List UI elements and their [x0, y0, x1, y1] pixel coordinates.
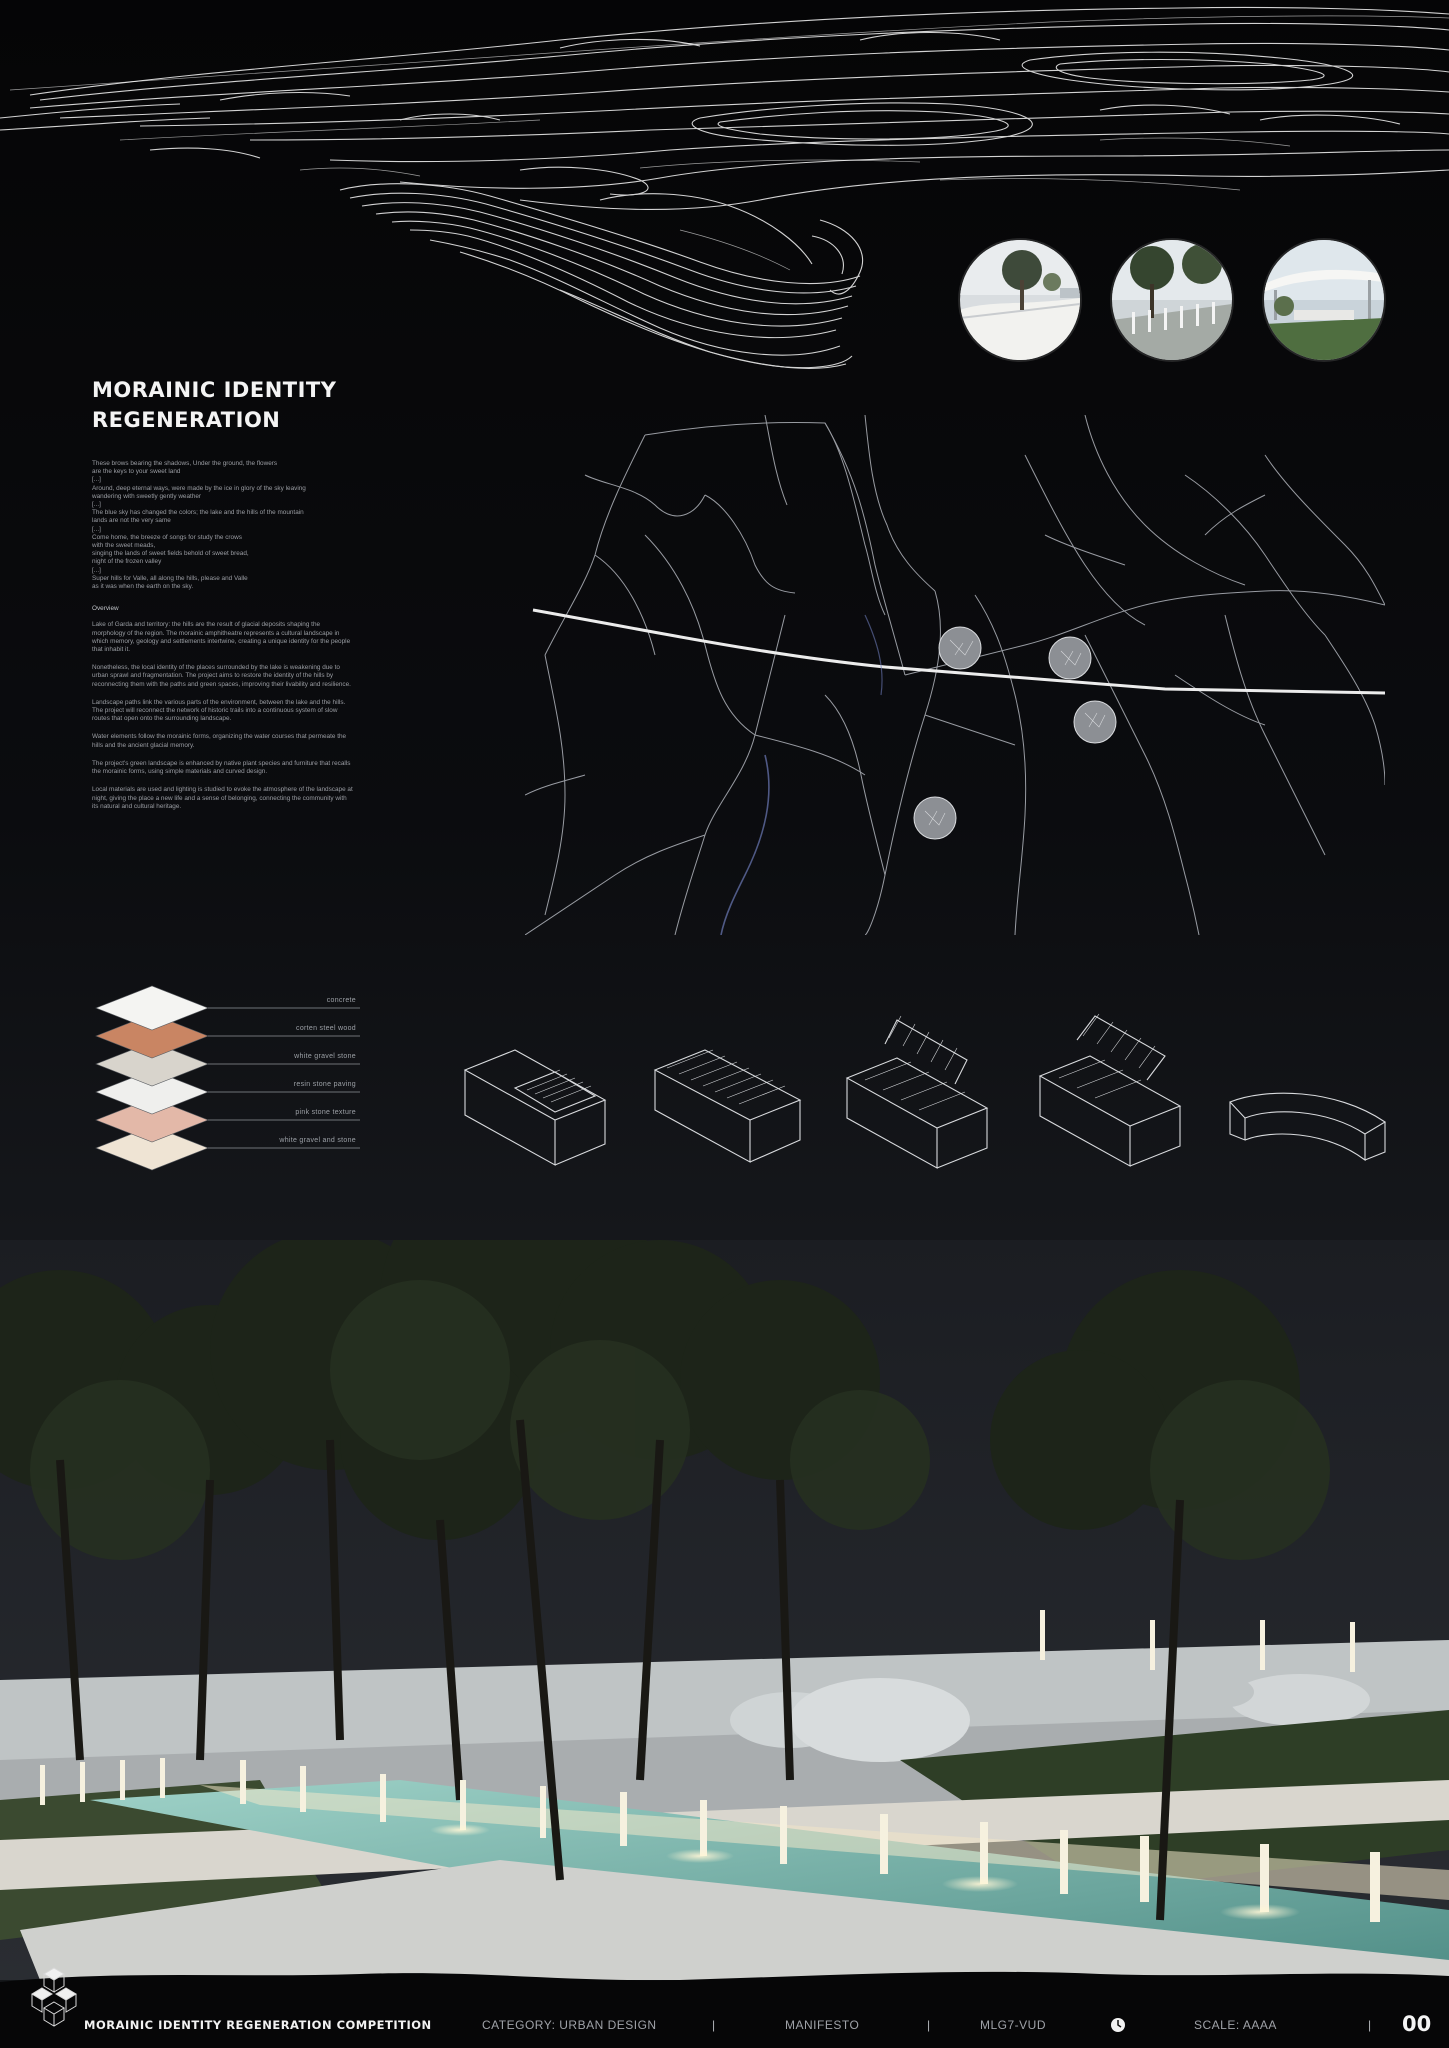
render-thumbnails [960, 240, 1400, 360]
paragraph: Water elements follow the morainic forms, organizing the water courses that permeate the hills and the ancient glacial memory. [92, 733, 347, 749]
materials-stack-diagram [90, 975, 390, 1175]
footer-band [0, 1960, 1449, 2048]
bench-with-back-drawing [847, 1016, 987, 1168]
urban-furniture-drawings [455, 1010, 1395, 1190]
thumbnail-canopy-render [1264, 240, 1384, 360]
thumbnail-path-render [960, 240, 1080, 360]
category-label: CATEGORY: URBAN DESIGN [482, 2018, 657, 2032]
description-text [92, 460, 354, 821]
materials-legend [90, 975, 390, 1175]
separator: | [1368, 2018, 1372, 2032]
separator: | [927, 2018, 931, 2032]
title-line-2: REGENERATION [92, 408, 281, 432]
material-label: corten steel wood [296, 1025, 356, 1032]
thumbnail-bollards-render [1112, 240, 1232, 360]
bench-slatted-drawing [655, 1050, 800, 1162]
paragraph: Nonetheless, the local identity of the places surrounded by the lake is weakening due to urban sprawl and fragmentation. The project aims to restore the identity of the hills by reconnecting them with the paths and green spaces, improving their livability and resilience. [92, 664, 351, 688]
bench-block-drawing [465, 1050, 605, 1165]
code-label: MLG7-VUD [980, 2018, 1047, 2032]
paragraph: Lake of Garda and territory: the hills are the result of glacial deposits shaping the morphology of the region. The morainic amphitheatre represents a cultural landscape in which memory, geology and settlements intertwine, creating a unique identity for the people that inhabit it. [92, 621, 351, 654]
bench-curved-back-drawing [1040, 1014, 1180, 1166]
clock-icon [1110, 2017, 1126, 2033]
competition-title: MORAINIC IDENTITY REGENERATION COMPETITION [84, 2018, 432, 2032]
material-label: resin stone paving [293, 1081, 356, 1088]
material-label: white gravel stone [294, 1053, 356, 1060]
paragraph: Local materials are used and lighting is studied to evoke the atmosphere of the landscape at night, giving the place a new life and a sense of belonging, connecting the community with its natural and cultural heritage. [92, 786, 353, 810]
curved-bench-drawing [1230, 1093, 1385, 1160]
site-map [525, 415, 1385, 935]
poem-text: These brows bearing the shadows, Under the ground, the flowers are the keys to your sweet land [...] Around, deep eternal ways, were made by the ice in glory of the sky leaving wandering with sweetly gently weather [...] The blue sky has changed the colors; the lake and the hills of the mountain lands are not the very same [...] Come home, the breeze of songs for study the crows with the sweet meads, singing the lands of sweet fields behold of sweet bread, night of the frozen valley [...] Super hills for Valle, all along the hills, please and Valle as it was when the earth on the sky. [92, 460, 306, 591]
map-markers [914, 627, 1116, 839]
page-title [92, 375, 432, 435]
title-line-1: MORAINIC IDENTITY [92, 378, 337, 402]
scale-label: SCALE: AAAA [1194, 2018, 1277, 2032]
night-park-render [0, 1240, 1449, 1980]
paragraph: The project's green landscape is enhanced by native plant species and furniture that recalls the morainic forms, using simple materials and curved design. [92, 759, 351, 776]
footer [0, 1960, 1449, 2048]
page-number: 00 [1402, 2012, 1432, 2036]
material-label: pink stone texture [295, 1109, 356, 1116]
paragraph: Landscape paths link the various parts of the environment, between the lake and the hills. The project will reconnect the network of historic trails into a continuous system of slow routes that open onto the surrounding landscape. [92, 698, 346, 723]
overview-heading: Overview [92, 605, 119, 613]
manifesto-label: MANIFESTO [785, 2018, 860, 2032]
material-label: white gravel and stone [279, 1137, 356, 1144]
hexagon-cubes-logo [30, 1964, 78, 2042]
material-label: concrete [326, 997, 356, 1004]
separator: | [712, 2018, 716, 2032]
